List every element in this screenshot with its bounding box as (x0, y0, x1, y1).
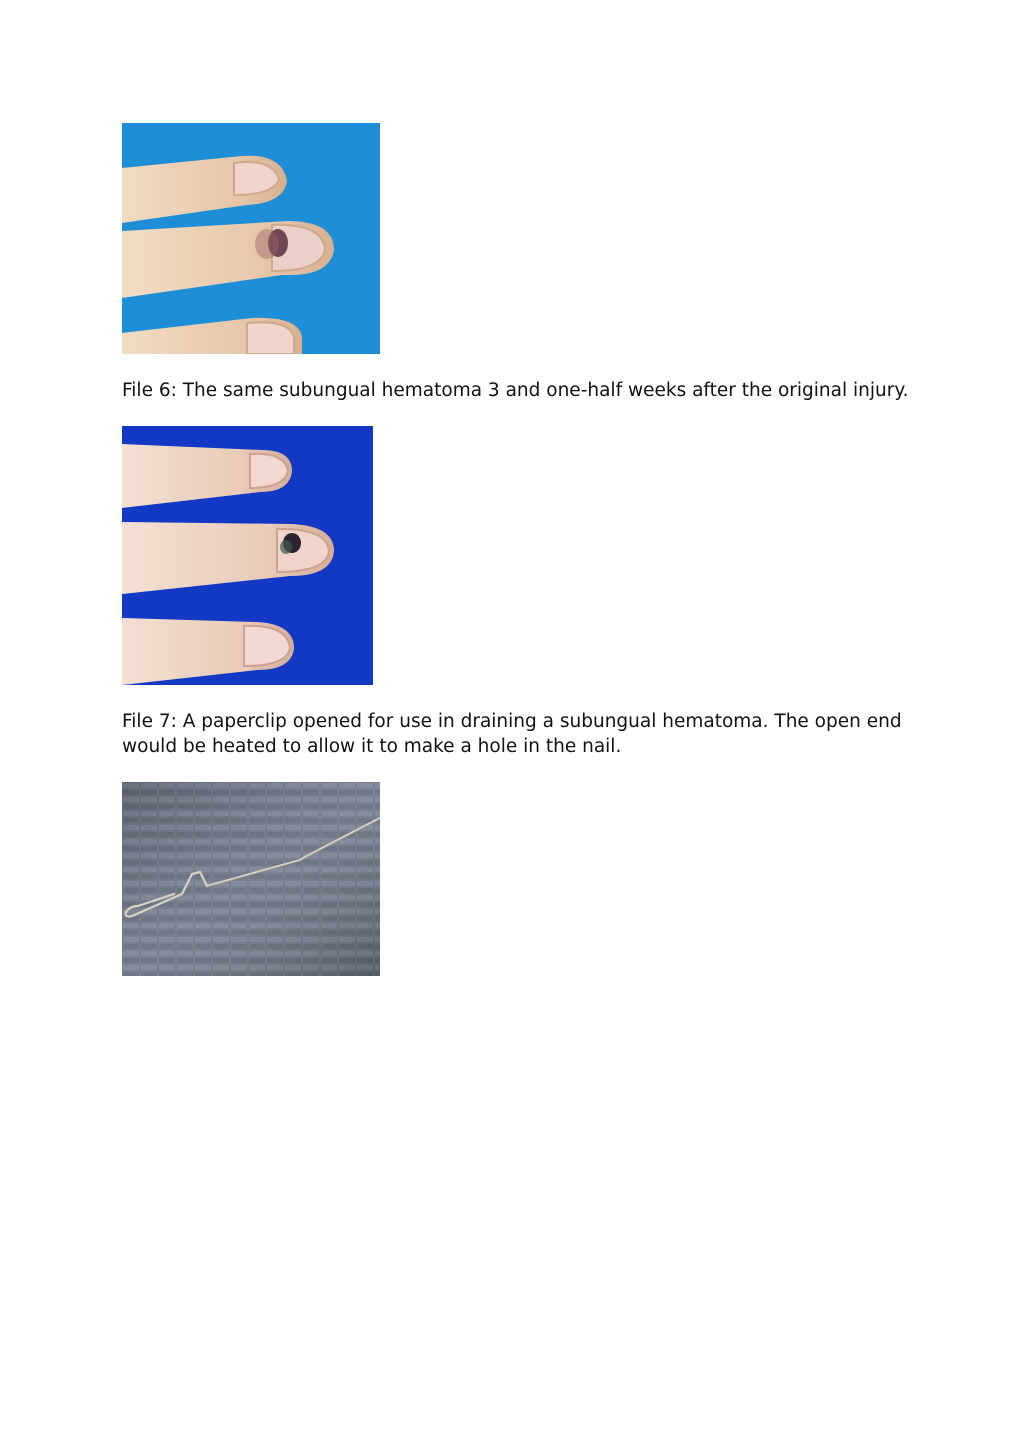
finger-photo-hematoma-healing (122, 123, 380, 354)
paperclip-photo (122, 782, 380, 976)
figure-caption-file-6: File 6: The same subungual hematoma 3 and one-half weeks after the original injury. (122, 380, 909, 401)
figure-caption-file-7: File 7: A paperclip opened for use in draining a subungual hematoma. The open end would be heated to allow it to make a hole in the nail. (122, 711, 902, 757)
finger-photo-hematoma-dark (122, 426, 373, 685)
